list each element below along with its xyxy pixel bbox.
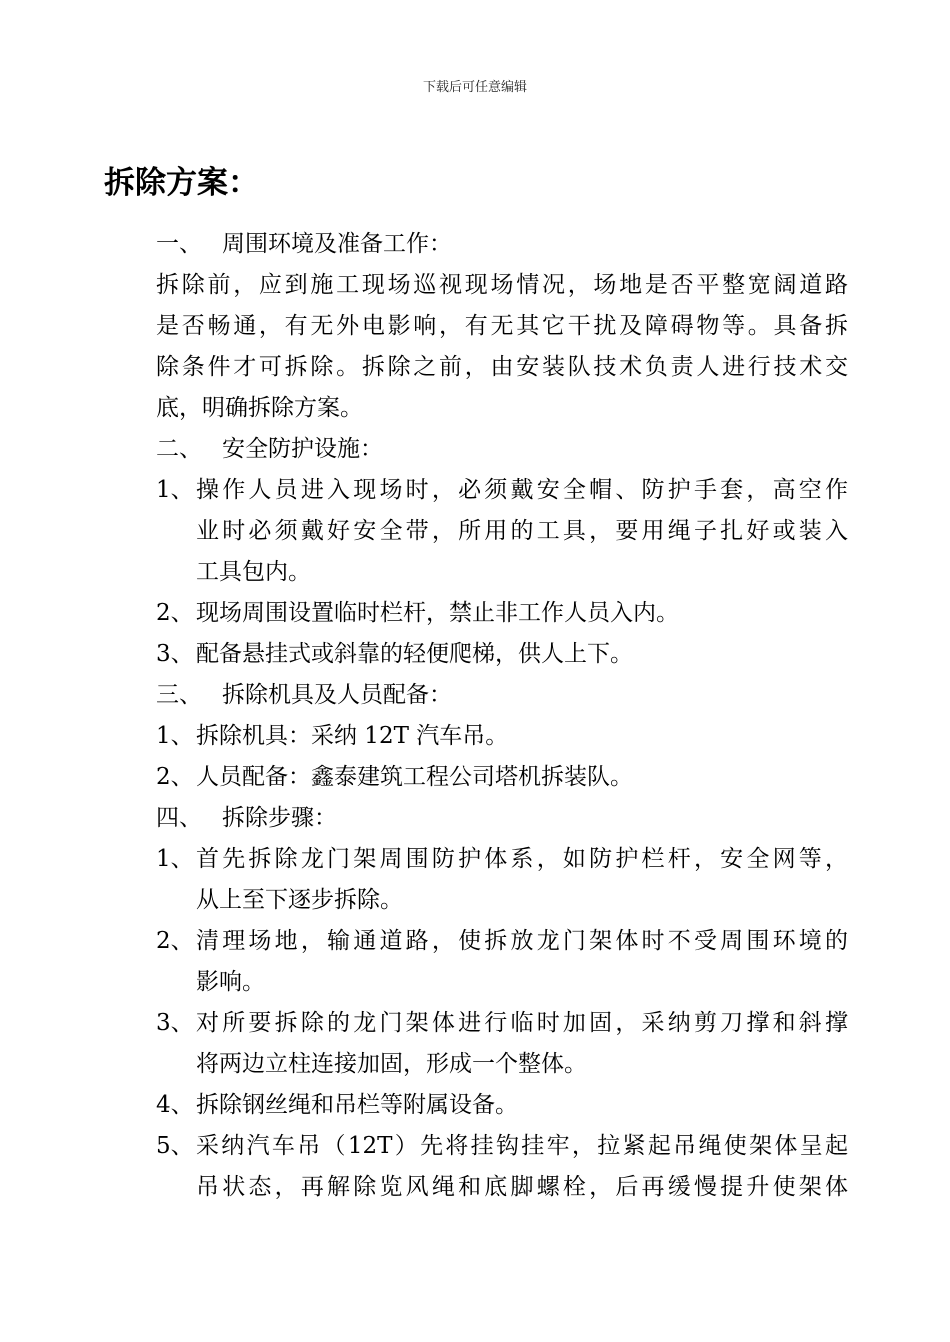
list-item (156, 757, 848, 798)
item-text: 首先拆除龙门架周围防护体系，如防护栏杆，安全网等， (196, 846, 848, 872)
item-text: 拆除机具：采纳 12T 汽车吊。 (196, 723, 509, 749)
list-item (156, 839, 848, 880)
section-title: 周围环境及准备工作： (222, 231, 452, 257)
item-number: 3、 (156, 1010, 194, 1036)
item-text: 吊状态，再解除览风绳和底脚螺栓，后再缓慢提升使架体 (196, 1174, 848, 1200)
paragraph-text: 拆除前，应到施工现场巡视现场情况，场地是否平整宽阔道路 (156, 272, 848, 298)
section-number: 四、 (156, 805, 202, 831)
item-number: 1、 (156, 846, 194, 872)
document-title: 拆除方案： (104, 165, 259, 201)
item-text: 配备悬挂式或斜靠的轻便爬梯，供人上下。 (196, 641, 633, 667)
paragraph-text: 除条件才可拆除。拆除之前，由安装队技术负责人进行技术交 (156, 354, 848, 380)
list-item (156, 716, 848, 757)
list-item (156, 1003, 848, 1044)
header-note: 下载后可任意编辑 (422, 80, 527, 95)
section-heading-2 (156, 429, 848, 470)
paragraph-line (156, 306, 848, 347)
paragraph-line (156, 347, 848, 388)
list-item-continuation (156, 880, 848, 921)
section-heading-3 (156, 675, 848, 716)
section-heading-4 (156, 798, 848, 839)
section-number: 二、 (156, 436, 202, 462)
section-heading-1 (156, 224, 848, 265)
item-number: 2、 (156, 928, 194, 954)
list-item-continuation (156, 1167, 848, 1208)
item-number: 2、 (156, 600, 194, 626)
paragraph-text: 是否畅通，有无外电影响，有无其它干扰及障碍物等。具备拆 (156, 313, 848, 339)
paragraph-line (156, 388, 848, 429)
list-item (156, 1126, 848, 1167)
document-body (156, 224, 848, 1208)
list-item-continuation (156, 962, 848, 1003)
item-text: 操作人员进入现场时，必须戴安全帽、防护手套，高空作 (196, 477, 848, 503)
section-title: 拆除机具及人员配备： (222, 682, 452, 708)
item-text: 对所要拆除的龙门架体进行临时加固，采纳剪刀撑和斜撑 (196, 1010, 848, 1036)
item-number: 2、 (156, 764, 194, 790)
list-item-continuation (156, 511, 848, 552)
item-text: 从上至下逐步拆除。 (196, 887, 403, 913)
item-text: 将两边立柱连接加固，形成一个整体。 (196, 1051, 587, 1077)
paragraph-line (156, 265, 848, 306)
list-item (156, 634, 848, 675)
list-item (156, 1085, 848, 1126)
list-item (156, 470, 848, 511)
section-title: 安全防护设施： (222, 436, 383, 462)
list-item (156, 593, 848, 634)
item-number: 1、 (156, 477, 194, 503)
list-item-continuation (156, 1044, 848, 1085)
item-number: 5、 (156, 1133, 194, 1159)
item-number: 1、 (156, 723, 194, 749)
list-item (156, 921, 848, 962)
item-text: 影响。 (196, 969, 265, 995)
section-number: 三、 (156, 682, 202, 708)
item-text: 业时必须戴好安全带，所用的工具，要用绳子扎好或装入 (196, 518, 848, 544)
item-number: 3、 (156, 641, 194, 667)
item-text: 清理场地，输通道路，使拆放龙门架体时不受周围环境的 (196, 928, 848, 954)
item-number: 4、 (156, 1092, 194, 1118)
section-title: 拆除步骤： (222, 805, 337, 831)
list-item-continuation (156, 552, 848, 593)
item-text: 采纳汽车吊（12T）先将挂钩挂牢，拉紧起吊绳使架体呈起 (196, 1133, 848, 1159)
section-number: 一、 (156, 231, 202, 257)
item-text: 拆除钢丝绳和吊栏等附属设备。 (196, 1092, 518, 1118)
paragraph-text: 底，明确拆除方案。 (156, 395, 363, 421)
item-text: 工具包内。 (196, 559, 311, 585)
item-text: 现场周围设置临时栏杆，禁止非工作人员入内。 (196, 600, 679, 626)
item-text: 人员配备：鑫泰建筑工程公司塔机拆装队。 (196, 764, 633, 790)
